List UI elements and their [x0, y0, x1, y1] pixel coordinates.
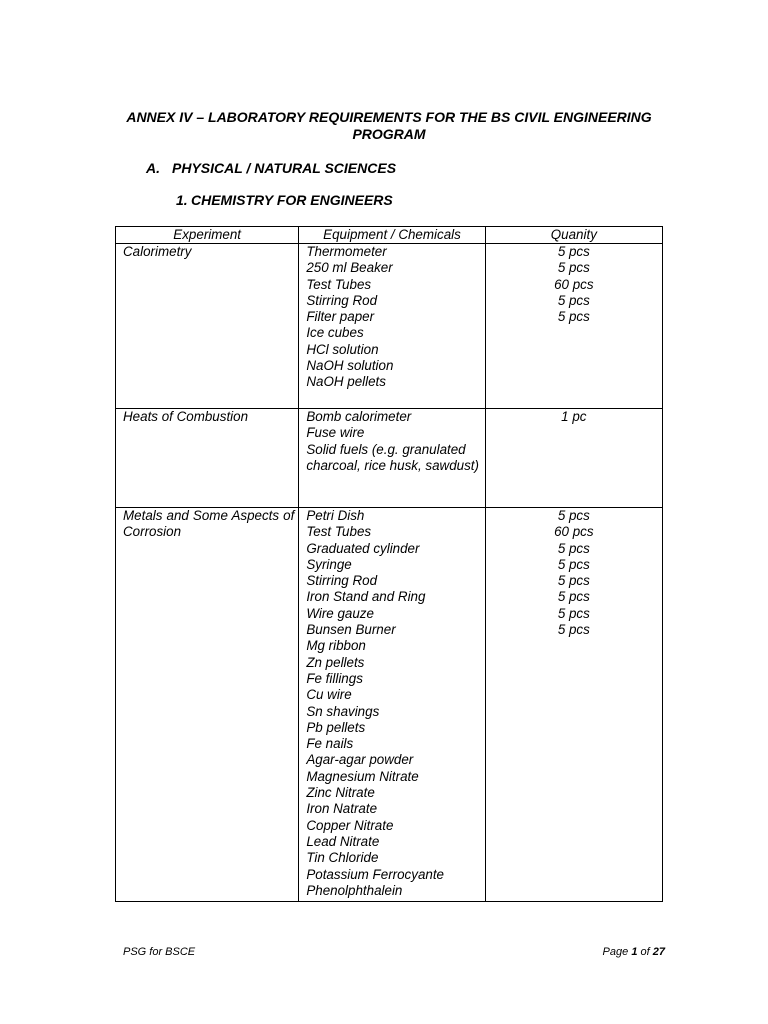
equipment-item: 250 ml Beaker [306, 260, 393, 276]
quantity-item: 5 pcs [557, 556, 590, 572]
equipment-item: Solid fuels (e.g. granulated charcoal, rice husk, sawdust) [306, 441, 479, 473]
equipment-item: NaOH pellets [306, 374, 386, 390]
page-total: 27 [652, 946, 665, 958]
equipment-item: Wire gauze [306, 605, 374, 621]
quantity-item: 60 pcs [554, 276, 594, 292]
equipment-item: Zinc Nitrate [306, 785, 375, 801]
equipment-item: Iron Natrate [306, 801, 378, 817]
equipment-item: Petri Dish [306, 508, 365, 523]
equipment-item: Potassium Ferrocyante [306, 866, 445, 882]
equipment-item: Magnesium Nitrate [306, 768, 419, 784]
lab-requirements-table [115, 226, 663, 902]
equipment-item: Iron Stand and Ring [306, 589, 426, 605]
table-row [116, 409, 663, 508]
equipment-item: Copper Nitrate [306, 817, 394, 833]
subsection-heading-1 [176, 192, 393, 208]
equipment-item: Fuse wire [306, 425, 365, 441]
header-quantity: Quanity [485, 227, 662, 244]
equipment-item: Lead Nitrate [306, 833, 380, 849]
equipment-item: Agar-agar powder [306, 752, 414, 768]
quantity-item: 5 pcs [557, 622, 590, 638]
quantity-item: 5 pcs [557, 540, 590, 556]
title-line-1: ANNEX IV – LABORATORY REQUIREMENTS FOR THE BS CIVIL ENGINEERING [126, 109, 652, 125]
table-row [116, 244, 663, 409]
quantity-item: 5 pcs [557, 573, 590, 589]
section-1-label: CHEMISTRY FOR ENGINEERS [191, 192, 393, 208]
page-of: of [640, 946, 650, 958]
table-row [116, 508, 663, 902]
section-1-number: 1. [176, 192, 188, 208]
quantity-item: 5 pcs [557, 605, 590, 621]
title-line-2: PROGRAM [352, 126, 426, 142]
header-experiment: Experiment [116, 227, 299, 244]
page-prefix: Page [602, 946, 629, 958]
equipment-item: Mg ribbon [306, 638, 366, 654]
equipment-item: Bunsen Burner [306, 622, 396, 638]
equipment-cell [299, 244, 485, 409]
equipment-item: Ice cubes [306, 325, 364, 341]
experiment-cell: Metals and Some Aspects of Corrosion [116, 508, 299, 902]
section-heading-a [146, 160, 396, 176]
equipment-item: Tin Chloride [306, 850, 379, 866]
equipment-item: Fe fillings [306, 670, 363, 686]
section-a-label: PHYSICAL / NATURAL SCIENCES [172, 160, 397, 176]
footer-doc-name: PSG for BSCE [123, 946, 196, 958]
quantity-cell [485, 244, 662, 409]
equipment-item: Pb pellets [306, 719, 366, 735]
experiment-cell: Calorimetry [116, 244, 299, 409]
quantity-item: 5 pcs [557, 309, 590, 325]
equipment-item: Bomb calorimeter [306, 409, 412, 424]
equipment-item: Phenolphthalein [306, 882, 403, 898]
equipment-item: NaOH solution [306, 358, 394, 374]
equipment-item: Test Tubes [306, 276, 372, 292]
header-equipment: Equipment / Chemicals [299, 227, 485, 244]
equipment-item: Test Tubes [306, 524, 372, 540]
equipment-item: Sn shavings [306, 703, 380, 719]
section-a-number: A. [146, 160, 160, 176]
quantity-item: 1 pc [561, 409, 587, 424]
equipment-item: Filter paper [306, 309, 375, 325]
document-title [110, 109, 668, 143]
quantity-item: 5 pcs [557, 589, 590, 605]
quantity-item: 5 pcs [557, 244, 590, 259]
quantity-item: 5 pcs [557, 508, 590, 523]
equipment-item: Fe nails [306, 736, 354, 752]
quantity-item: 60 pcs [554, 524, 594, 540]
equipment-item: Syringe [306, 556, 352, 572]
equipment-item: Cu wire [306, 687, 352, 703]
equipment-item: Zn pellets [306, 654, 365, 670]
table-header-row [116, 227, 663, 244]
equipment-item: Stirring Rod [306, 292, 378, 308]
equipment-cell [299, 508, 485, 902]
quantity-cell [485, 508, 662, 902]
page-number [603, 946, 665, 958]
equipment-item: Stirring Rod [306, 573, 378, 589]
quantity-item: 5 pcs [557, 292, 590, 308]
quantity-cell [485, 409, 662, 508]
equipment-item: HCl solution [306, 341, 379, 357]
equipment-cell [299, 409, 485, 508]
page-current: 1 [631, 946, 638, 958]
experiment-cell: Heats of Combustion [116, 409, 299, 508]
equipment-item: Thermometer [306, 244, 387, 259]
equipment-item: Graduated cylinder [306, 540, 420, 556]
quantity-item: 5 pcs [557, 260, 590, 276]
